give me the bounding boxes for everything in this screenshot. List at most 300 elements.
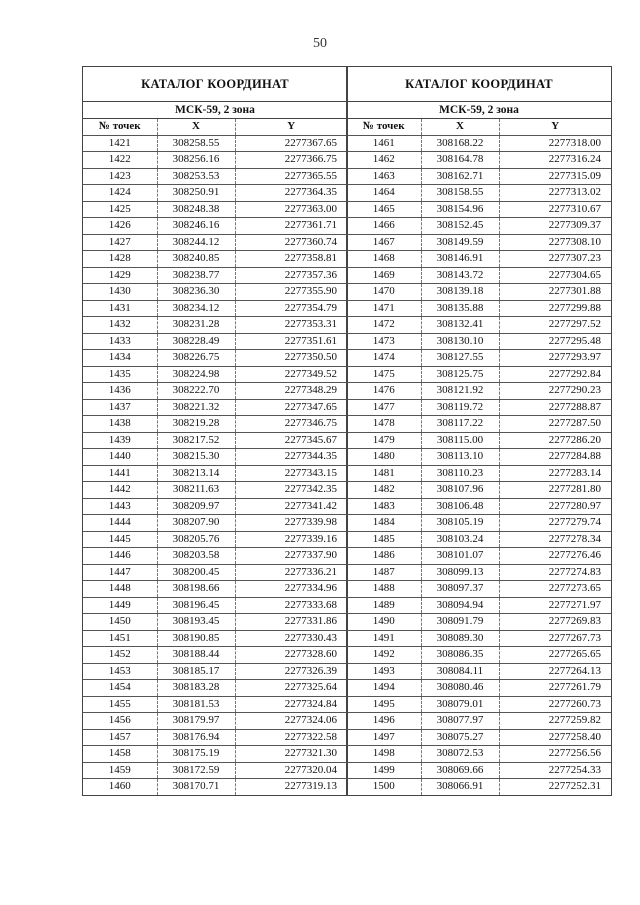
y-coordinate-cell: 2277295.48 xyxy=(499,333,611,350)
point-number-cell: 1453 xyxy=(83,663,157,680)
point-number-cell: 1464 xyxy=(347,185,421,202)
y-coordinate-cell: 2277276.46 xyxy=(499,548,611,565)
y-coordinate-cell: 2277280.97 xyxy=(499,498,611,515)
y-coordinate-cell: 2277348.29 xyxy=(235,383,347,400)
x-coordinate-cell: 308101.07 xyxy=(421,548,499,565)
table-row xyxy=(83,350,347,367)
point-number-cell: 1463 xyxy=(347,168,421,185)
y-coordinate-cell: 2277316.24 xyxy=(499,152,611,169)
y-coordinate-cell: 2277260.73 xyxy=(499,696,611,713)
y-coordinate-cell: 2277324.84 xyxy=(235,696,347,713)
y-coordinate-cell: 2277360.74 xyxy=(235,234,347,251)
point-number-cell: 1441 xyxy=(83,465,157,482)
table-row xyxy=(83,399,347,416)
table-row xyxy=(347,135,611,152)
x-coordinate-cell: 308181.53 xyxy=(157,696,235,713)
point-number-cell: 1424 xyxy=(83,185,157,202)
point-number-cell: 1487 xyxy=(347,564,421,581)
point-number-cell: 1457 xyxy=(83,729,157,746)
point-number-cell: 1474 xyxy=(347,350,421,367)
table-row xyxy=(83,498,347,515)
point-number-cell: 1475 xyxy=(347,366,421,383)
y-coordinate-cell: 2277307.23 xyxy=(499,251,611,268)
y-coordinate-cell: 2277328.60 xyxy=(235,647,347,664)
y-coordinate-cell: 2277315.09 xyxy=(499,168,611,185)
point-number-cell: 1481 xyxy=(347,465,421,482)
point-number-cell: 1478 xyxy=(347,416,421,433)
y-coordinate-cell: 2277325.64 xyxy=(235,680,347,697)
table-row xyxy=(83,548,347,565)
y-coordinate-cell: 2277309.37 xyxy=(499,218,611,235)
y-coordinate-cell: 2277361.71 xyxy=(235,218,347,235)
point-number-cell: 1482 xyxy=(347,482,421,499)
y-coordinate-cell: 2277358.81 xyxy=(235,251,347,268)
point-number-cell: 1446 xyxy=(83,548,157,565)
y-coordinate-cell: 2277365.55 xyxy=(235,168,347,185)
y-coordinate-cell: 2277339.98 xyxy=(235,515,347,532)
y-coordinate-cell: 2277274.83 xyxy=(499,564,611,581)
point-number-cell: 1422 xyxy=(83,152,157,169)
y-coordinate-cell: 2277297.52 xyxy=(499,317,611,334)
point-number-cell: 1437 xyxy=(83,399,157,416)
y-coordinate-cell: 2277256.56 xyxy=(499,746,611,763)
point-number-cell: 1489 xyxy=(347,597,421,614)
x-coordinate-cell: 308231.28 xyxy=(157,317,235,334)
coordinate-catalog-left xyxy=(82,66,348,796)
table-row xyxy=(83,251,347,268)
point-number-cell: 1431 xyxy=(83,300,157,317)
y-coordinate-cell: 2277261.79 xyxy=(499,680,611,697)
point-number-cell: 1497 xyxy=(347,729,421,746)
y-coordinate-cell: 2277292.84 xyxy=(499,366,611,383)
table-row xyxy=(347,779,611,795)
x-coordinate-cell: 308139.18 xyxy=(421,284,499,301)
x-coordinate-cell: 308193.45 xyxy=(157,614,235,631)
table-row xyxy=(347,399,611,416)
x-coordinate-cell: 308224.98 xyxy=(157,366,235,383)
y-coordinate-cell: 2277279.74 xyxy=(499,515,611,532)
y-coordinate-cell: 2277252.31 xyxy=(499,779,611,795)
x-coordinate-cell: 308072.53 xyxy=(421,746,499,763)
point-number-cell: 1484 xyxy=(347,515,421,532)
y-coordinate-cell: 2277342.35 xyxy=(235,482,347,499)
y-coordinate-cell: 2277299.88 xyxy=(499,300,611,317)
y-coordinate-cell: 2277283.14 xyxy=(499,465,611,482)
y-coordinate-cell: 2277367.65 xyxy=(235,135,347,152)
point-number-cell: 1466 xyxy=(347,218,421,235)
table-row xyxy=(347,696,611,713)
table-row xyxy=(83,218,347,235)
x-coordinate-cell: 308149.59 xyxy=(421,234,499,251)
x-coordinate-cell: 308103.24 xyxy=(421,531,499,548)
y-coordinate-cell: 2277341.42 xyxy=(235,498,347,515)
y-coordinate-cell: 2277339.16 xyxy=(235,531,347,548)
x-coordinate-cell: 308207.90 xyxy=(157,515,235,532)
y-coordinate-cell: 2277350.50 xyxy=(235,350,347,367)
table-row xyxy=(83,168,347,185)
table-row xyxy=(347,201,611,218)
table-row xyxy=(83,135,347,152)
point-number-cell: 1460 xyxy=(108,780,131,793)
y-coordinate-cell: 2277330.43 xyxy=(235,630,347,647)
table-row xyxy=(347,350,611,367)
x-coordinate-cell: 308115.00 xyxy=(421,432,499,449)
x-coordinate-cell: 308086.35 xyxy=(421,647,499,664)
point-number-cell: 1462 xyxy=(347,152,421,169)
table-row xyxy=(347,581,611,598)
y-coordinate-cell: 2277313.02 xyxy=(499,185,611,202)
table-row xyxy=(83,317,347,334)
table-row xyxy=(83,482,347,499)
x-coordinate-cell: 308209.97 xyxy=(157,498,235,515)
table-row xyxy=(347,465,611,482)
table-row xyxy=(347,267,611,284)
table-row xyxy=(347,416,611,433)
x-coordinate-cell: 308084.11 xyxy=(421,663,499,680)
point-number-cell: 1428 xyxy=(83,251,157,268)
x-coordinate-cell: 308203.58 xyxy=(157,548,235,565)
x-coordinate-cell: 308125.75 xyxy=(421,366,499,383)
x-coordinate-cell: 308094.94 xyxy=(421,597,499,614)
column-header-y: Y xyxy=(499,119,611,135)
point-number-cell: 1427 xyxy=(83,234,157,251)
x-coordinate-cell: 308077.97 xyxy=(421,713,499,730)
catalog-zone: МСК-59, 2 зона xyxy=(83,102,347,119)
table-row xyxy=(347,251,611,268)
point-number-cell: 1449 xyxy=(83,597,157,614)
table-row xyxy=(83,762,347,779)
point-number-cell: 1433 xyxy=(83,333,157,350)
y-coordinate-cell: 2277366.75 xyxy=(235,152,347,169)
table-row xyxy=(83,300,347,317)
y-coordinate-cell: 2277351.61 xyxy=(235,333,347,350)
table-row xyxy=(83,531,347,548)
y-coordinate-cell: 2277343.15 xyxy=(235,465,347,482)
point-number-cell: 1440 xyxy=(83,449,157,466)
table-row xyxy=(83,152,347,169)
point-number-cell: 1495 xyxy=(347,696,421,713)
y-coordinate-cell: 2277288.87 xyxy=(499,399,611,416)
point-number-cell: 1476 xyxy=(347,383,421,400)
y-coordinate-cell: 2277344.35 xyxy=(235,449,347,466)
x-coordinate-cell: 308246.16 xyxy=(157,218,235,235)
y-coordinate-cell: 2277321.30 xyxy=(235,746,347,763)
y-coordinate-cell: 2277258.40 xyxy=(499,729,611,746)
x-coordinate-cell: 308198.66 xyxy=(157,581,235,598)
point-number-cell: 1468 xyxy=(347,251,421,268)
x-coordinate-cell: 308127.55 xyxy=(421,350,499,367)
table-row xyxy=(83,432,347,449)
table-row xyxy=(347,729,611,746)
page-number: 50 xyxy=(313,36,327,51)
x-coordinate-cell: 308217.52 xyxy=(157,432,235,449)
y-coordinate-cell: 2277337.90 xyxy=(235,548,347,565)
x-coordinate-cell: 308113.10 xyxy=(421,449,499,466)
table-row xyxy=(83,449,347,466)
y-coordinate-cell: 2277324.06 xyxy=(235,713,347,730)
y-coordinate-cell: 2277293.97 xyxy=(499,350,611,367)
table-row xyxy=(83,696,347,713)
point-number-cell: 1479 xyxy=(347,432,421,449)
coordinates-table xyxy=(347,119,611,795)
y-coordinate-cell: 2277273.65 xyxy=(499,581,611,598)
table-row xyxy=(347,515,611,532)
x-coordinate-cell: 308143.72 xyxy=(421,267,499,284)
catalog-zone: МСК-59, 2 зона xyxy=(347,102,611,119)
point-number-cell: 1448 xyxy=(83,581,157,598)
table-row xyxy=(83,284,347,301)
point-number-cell: 1471 xyxy=(347,300,421,317)
y-coordinate-cell: 2277357.36 xyxy=(235,267,347,284)
point-number-cell: 1472 xyxy=(347,317,421,334)
point-number-cell: 1439 xyxy=(83,432,157,449)
y-coordinate-cell: 2277345.67 xyxy=(235,432,347,449)
point-number-cell: 1486 xyxy=(347,548,421,565)
table-row xyxy=(347,746,611,763)
point-number-cell: 1454 xyxy=(83,680,157,697)
table-row xyxy=(347,680,611,697)
x-coordinate-cell: 308168.22 xyxy=(421,135,499,152)
table-header-row xyxy=(83,119,347,135)
point-number-cell: 1443 xyxy=(83,498,157,515)
table-row xyxy=(83,185,347,202)
table-row xyxy=(83,564,347,581)
x-coordinate-cell: 308135.88 xyxy=(421,300,499,317)
y-coordinate-cell: 2277319.13 xyxy=(235,779,347,795)
y-coordinate-cell: 2277349.52 xyxy=(235,366,347,383)
x-coordinate-cell: 308154.96 xyxy=(421,201,499,218)
x-coordinate-cell: 308196.45 xyxy=(157,597,235,614)
point-number-cell: 1496 xyxy=(347,713,421,730)
x-coordinate-cell: 308188.44 xyxy=(157,647,235,664)
x-coordinate-cell: 308175.19 xyxy=(157,746,235,763)
y-coordinate-cell: 2277301.88 xyxy=(499,284,611,301)
y-coordinate-cell: 2277334.96 xyxy=(235,581,347,598)
point-number-cell: 1490 xyxy=(347,614,421,631)
catalog-title: КАТАЛОГ КООРДИНАТ xyxy=(83,67,347,102)
table-row xyxy=(347,284,611,301)
y-coordinate-cell: 2277322.58 xyxy=(235,729,347,746)
point-number-cell: 1447 xyxy=(83,564,157,581)
column-header-y: Y xyxy=(235,119,347,135)
point-number-cell: 1467 xyxy=(347,234,421,251)
column-header-point-number: № точек xyxy=(83,119,157,135)
x-coordinate-cell: 308110.23 xyxy=(421,465,499,482)
table-row xyxy=(347,647,611,664)
x-coordinate-cell: 308170.71 xyxy=(157,779,235,795)
y-coordinate-cell: 2277284.88 xyxy=(499,449,611,466)
point-number-cell: 1421 xyxy=(83,135,157,152)
column-header-point-number: № точек xyxy=(347,119,421,135)
y-coordinate-cell: 2277355.90 xyxy=(235,284,347,301)
table-row xyxy=(83,647,347,664)
point-number-cell: 1426 xyxy=(83,218,157,235)
point-number-cell: 1480 xyxy=(347,449,421,466)
table-row xyxy=(83,779,347,795)
y-coordinate-cell: 2277267.73 xyxy=(499,630,611,647)
x-coordinate-cell: 308080.46 xyxy=(421,680,499,697)
y-coordinate-cell: 2277264.13 xyxy=(499,663,611,680)
table-row xyxy=(347,185,611,202)
y-coordinate-cell: 2277286.20 xyxy=(499,432,611,449)
x-coordinate-cell: 308205.76 xyxy=(157,531,235,548)
point-number-cell: 1477 xyxy=(347,399,421,416)
x-coordinate-cell: 308172.59 xyxy=(157,762,235,779)
table-row xyxy=(347,564,611,581)
point-number-cell: 1425 xyxy=(83,201,157,218)
table-row xyxy=(347,333,611,350)
point-number-cell: 1456 xyxy=(83,713,157,730)
point-number-cell: 1493 xyxy=(347,663,421,680)
y-coordinate-cell: 2277278.34 xyxy=(499,531,611,548)
table-row xyxy=(83,267,347,284)
x-coordinate-cell: 308099.13 xyxy=(421,564,499,581)
x-coordinate-cell: 308066.91 xyxy=(421,779,499,795)
y-coordinate-cell: 2277331.86 xyxy=(235,614,347,631)
x-coordinate-cell: 308132.41 xyxy=(421,317,499,334)
table-row xyxy=(83,746,347,763)
x-coordinate-cell: 308253.53 xyxy=(157,168,235,185)
table-row xyxy=(83,663,347,680)
point-number-cell: 1444 xyxy=(83,515,157,532)
table-row xyxy=(83,333,347,350)
y-coordinate-cell: 2277333.68 xyxy=(235,597,347,614)
x-coordinate-cell: 308179.97 xyxy=(157,713,235,730)
table-header-row xyxy=(347,119,611,135)
y-coordinate-cell: 2277308.10 xyxy=(499,234,611,251)
point-number-cell: 1470 xyxy=(347,284,421,301)
table-row xyxy=(83,614,347,631)
y-coordinate-cell: 2277336.21 xyxy=(235,564,347,581)
table-row xyxy=(83,680,347,697)
x-coordinate-cell: 308106.48 xyxy=(421,498,499,515)
y-coordinate-cell: 2277310.67 xyxy=(499,201,611,218)
y-coordinate-cell: 2277265.65 xyxy=(499,647,611,664)
table-row xyxy=(347,432,611,449)
y-coordinate-cell: 2277353.31 xyxy=(235,317,347,334)
table-row xyxy=(347,168,611,185)
point-number-cell: 1436 xyxy=(83,383,157,400)
x-coordinate-cell: 308152.45 xyxy=(421,218,499,235)
table-row xyxy=(347,663,611,680)
y-coordinate-cell: 2277346.75 xyxy=(235,416,347,433)
table-row xyxy=(83,234,347,251)
point-number-cell: 1492 xyxy=(347,647,421,664)
point-number-cell: 1423 xyxy=(83,168,157,185)
x-coordinate-cell: 308234.12 xyxy=(157,300,235,317)
table-row xyxy=(347,449,611,466)
x-coordinate-cell: 308200.45 xyxy=(157,564,235,581)
point-number-cell: 1461 xyxy=(347,135,421,152)
x-coordinate-cell: 308117.22 xyxy=(421,416,499,433)
x-coordinate-cell: 308211.63 xyxy=(157,482,235,499)
x-coordinate-cell: 308105.19 xyxy=(421,515,499,532)
x-coordinate-cell: 308079.01 xyxy=(421,696,499,713)
x-coordinate-cell: 308162.71 xyxy=(421,168,499,185)
point-number-cell: 1445 xyxy=(83,531,157,548)
x-coordinate-cell: 308219.28 xyxy=(157,416,235,433)
point-number-cell: 1435 xyxy=(83,366,157,383)
y-coordinate-cell: 2277320.04 xyxy=(235,762,347,779)
table-row xyxy=(347,548,611,565)
table-row xyxy=(347,383,611,400)
y-coordinate-cell: 2277290.23 xyxy=(499,383,611,400)
table-row xyxy=(83,201,347,218)
x-coordinate-cell: 308222.70 xyxy=(157,383,235,400)
table-row xyxy=(83,713,347,730)
table-row xyxy=(347,498,611,515)
point-number-cell: 1498 xyxy=(347,746,421,763)
table-row xyxy=(347,300,611,317)
y-coordinate-cell: 2277269.83 xyxy=(499,614,611,631)
point-number-cell: 1429 xyxy=(83,267,157,284)
point-number-cell: 1500 xyxy=(372,780,395,793)
x-coordinate-cell: 308091.79 xyxy=(421,614,499,631)
x-coordinate-cell: 308258.55 xyxy=(157,135,235,152)
point-number-cell: 1442 xyxy=(83,482,157,499)
x-coordinate-cell: 308236.30 xyxy=(157,284,235,301)
x-coordinate-cell: 308146.91 xyxy=(421,251,499,268)
x-coordinate-cell: 308244.12 xyxy=(157,234,235,251)
table-row xyxy=(347,218,611,235)
y-coordinate-cell: 2277347.65 xyxy=(235,399,347,416)
point-number-cell: 1488 xyxy=(347,581,421,598)
y-coordinate-cell: 2277287.50 xyxy=(499,416,611,433)
table-row xyxy=(347,630,611,647)
table-row xyxy=(347,482,611,499)
x-coordinate-cell: 308256.16 xyxy=(157,152,235,169)
x-coordinate-cell: 308089.30 xyxy=(421,630,499,647)
y-coordinate-cell: 2277281.80 xyxy=(499,482,611,499)
y-coordinate-cell: 2277304.65 xyxy=(499,267,611,284)
table-row xyxy=(83,630,347,647)
x-coordinate-cell: 308250.91 xyxy=(157,185,235,202)
column-header-x: X xyxy=(157,119,235,135)
table-row xyxy=(347,234,611,251)
coordinates-table xyxy=(83,119,347,795)
table-row xyxy=(83,383,347,400)
table-row xyxy=(347,713,611,730)
x-coordinate-cell: 308130.10 xyxy=(421,333,499,350)
y-coordinate-cell: 2277326.39 xyxy=(235,663,347,680)
y-coordinate-cell: 2277271.97 xyxy=(499,597,611,614)
point-number-cell: 1473 xyxy=(347,333,421,350)
x-coordinate-cell: 308240.85 xyxy=(157,251,235,268)
table-row xyxy=(83,515,347,532)
x-coordinate-cell: 308069.66 xyxy=(421,762,499,779)
point-number-cell: 1455 xyxy=(83,696,157,713)
point-number-cell: 1452 xyxy=(83,647,157,664)
table-row xyxy=(83,729,347,746)
point-number-cell: 1469 xyxy=(347,267,421,284)
table-row xyxy=(83,416,347,433)
x-coordinate-cell: 308221.32 xyxy=(157,399,235,416)
y-coordinate-cell: 2277318.00 xyxy=(499,135,611,152)
y-coordinate-cell: 2277364.35 xyxy=(235,185,347,202)
x-coordinate-cell: 308213.14 xyxy=(157,465,235,482)
table-row xyxy=(347,152,611,169)
catalog-title: КАТАЛОГ КООРДИНАТ xyxy=(347,67,611,102)
point-number-cell: 1485 xyxy=(347,531,421,548)
point-number-cell: 1499 xyxy=(347,762,421,779)
column-header-x: X xyxy=(421,119,499,135)
point-number-cell: 1494 xyxy=(347,680,421,697)
y-coordinate-cell: 2277254.33 xyxy=(499,762,611,779)
table-row xyxy=(347,531,611,548)
x-coordinate-cell: 308185.17 xyxy=(157,663,235,680)
x-coordinate-cell: 308119.72 xyxy=(421,399,499,416)
x-coordinate-cell: 308158.55 xyxy=(421,185,499,202)
